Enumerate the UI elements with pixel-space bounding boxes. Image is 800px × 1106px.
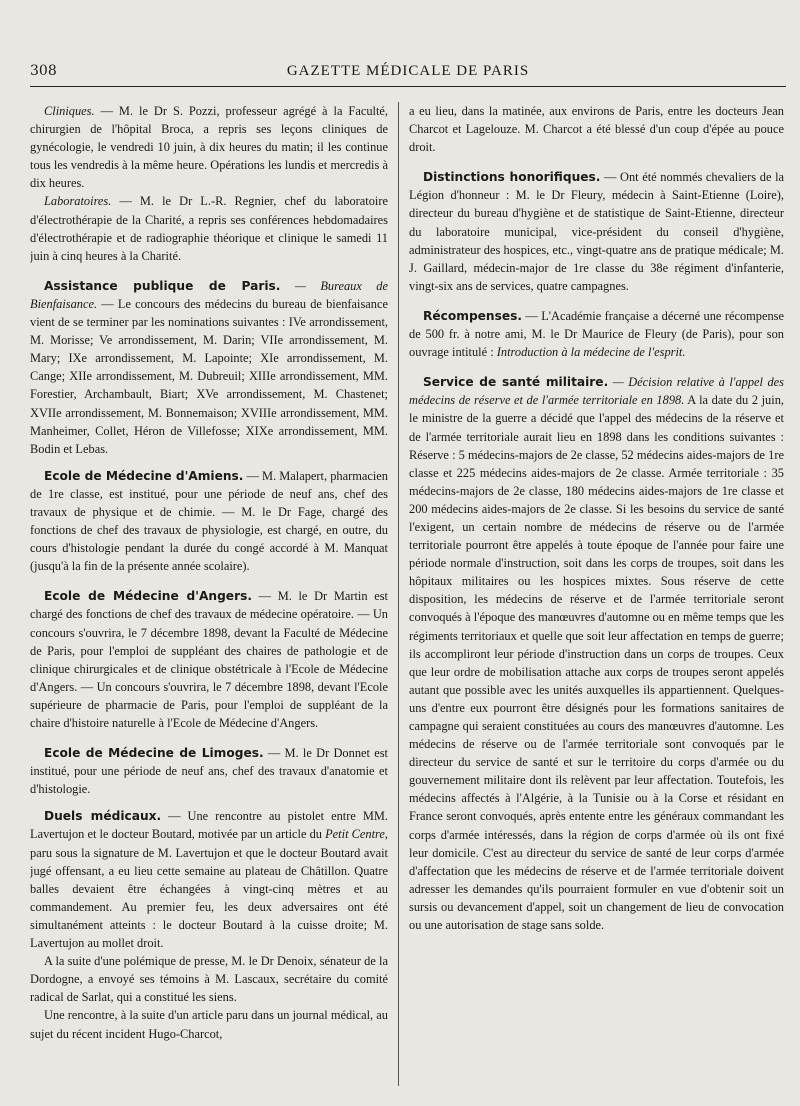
left-column [30, 102, 388, 1088]
subheading-bienfaisance: — Bureaux de Bienfaisance. [30, 278, 388, 311]
running-header [30, 56, 786, 87]
article-service-sante [409, 373, 784, 934]
article-duels [30, 807, 388, 952]
article-amiens [30, 467, 388, 576]
paragraph-hugo-charcot: Une rencontre, à la suite d'un article paru dans un journal médical, au sujet du récent incident Hugo-Charcot, [30, 1008, 388, 1041]
heading-recompenses: Récompenses. [423, 308, 523, 323]
article-angers [30, 587, 388, 732]
article-laboratoires [30, 192, 388, 264]
paragraph-denoix: A la suite d'une polémique de presse, M. le Dr Denoix, sénateur de la Dordogne, a envoyé ses témoins à M. Lascaux, secrétaire du comité radical de Sarlat, qui a constitué les siens. [30, 954, 388, 1005]
heading-laboratoires: Laboratoires. [44, 194, 112, 209]
publication-title: GAZETTE MÉDICALE DE PARIS [286, 62, 530, 79]
text-recompenses: — L'Académie française a décerné une récompense de 500 fr. à notre ami, M. le Dr Maurice de Fleury (de Paris), pour son ouvrage intitulé : [409, 308, 784, 360]
heading-angers: Ecole de Médecine d'Angers. [44, 589, 252, 604]
book-title: Introduction à la médecine de l'esprit. [496, 345, 686, 360]
text-amiens: — M. Malapert, pharmacien de 1re classe, est institué, pour une période de neuf ans, chef des travaux de physique et de chimie. — M. le Dr Fage, chargé des fonctions de chef des travaux de physiologie, est chargé, en outre, du cours d'histologie pendant la durée du congé accordé à M. Manquat (jusqu'à la fin de la présente année scolaire). [30, 468, 388, 574]
text-angers: — M. le Dr Martin est chargé des fonctions de chef des travaux de médecine opératoire. — Un concours s'ouvrira, le 7 décembre 1898, devant la Faculté de Médecine de Paris, pour l'emploi de suppléant des chaires de pathologie et de clinique chirurgicales et de clinique obstétricale à l'Ecole de Médecine d'Angers. — Un concours s'ouvrira, le 7 décembre 1898, devant l'Ecole supérieure de pharmacie de Paris, pour l'emploi de suppléant de la chaire d'histoire naturelle à l'Ecole de Médecine d'Angers. [30, 589, 388, 730]
text-cliniques: — M. le Dr S. Pozzi, professeur agrégé à la Faculté, chirurgien de l'hôpital Broca, a repris ses leçons cliniques de gynécologie, le vendredi 10 juin, à dix heures du matin; il les continue tous les vendredis à la même heure. Opérations les lundis et mercredis à dix heures. [30, 104, 388, 191]
subheading-decision: — Décision relative à l'appel des médecins de réserve et de l'armée territoriale en 1898. [409, 375, 784, 408]
text-service-sante: A la date du 2 juin, le ministre de la guerre a décidé que l'appel des médecins de la réserve et de l'armée territoriale aurait lieu en 1898 dans les conditions suivantes : Réserve : 5 médecins-majors de 2e classe, 52 médecins aides-majors de 1re classe et 225 médecins aides-majors de 2e classe. Armée territoriale : 35 médecins-majors de 2e classe, 180 médecins aides-majors de 1re classe et 200 médecins aides-majors de 2e classe. Si les besoins du service de santé l'exigent, un certain nombre de médecins de réserve ou de l'armée territoriale pourront être appelés à toute époque de l'année pour faire une période normale d'instruction, soit dans les corps de troupes, soit dans les hôpitaux militaires ou les hospices mixtes. Sous réserve de cette disposition, les médecins de réserve et de l'armée territoriale seront convoqués à l'époque des manœuvres d'automne ou en même temps que les régiments territoriaux et quelle que soit leur affectation en temps de guerre; ils accompliront leur période d'instruction dans un corps de troupes. Ceux que leur ordre de mobilisation attache aux corps de troupes seront appelés autant que possible avec les unités auxquelles ils appartiennent. Quelques-uns d'entre eux pourront être désignés pour les formations sanitaires de campagne qui seraient constituées au cours des manœuvres d'automne. Les médecins de réserve ou de l'armée territoriale sont convoqués par le directeur du service de santé et sur le territoire du corps d'armée ou du gouvernement militaire dont ils relèvent par leur affectation. Toutefois, les médecins affectés à l'Algérie, à la Tunisie ou à la Corse et résidant en France seront convoqués, après entente entre les généraux commandant les corps d'armée intéressés, dans la région de corps d'armée où ils ont fixé leur domicile. C'est au directeur du service de santé de leur corps d'armée d'affectation que les médecins de réserve et de l'armée territoriale doivent adresser les demandes qu'ils pourraient formuler en vue d'obtenir soit un sursis ou devancement d'appel, soit un changement de lieu de convocation ou une autorisation de stage sans solde. [409, 393, 784, 933]
text-duels-a: — Une rencontre au pistolet entre MM. Lavertujon et le docteur Boutard, motivée par un article du [30, 809, 388, 842]
heading-service-sante: Service de santé militaire. [423, 375, 609, 390]
text-duels-b: , paru sous la signature de M. Lavertujon et que le docteur Boutard avait jugé offensant, a eu lieu cette semaine au plateau de Châtillon. Quatre balles devaient être échangées à vingt-cinq mètres et au commandement. Au premier feu, les deux adversaires ont été simultanément atteints : le docteur Boutard à la cuisse droite; M. Lavertujon au mollet droit. [30, 827, 388, 951]
heading-limoges: Ecole de Médecine de Limoges. [44, 746, 264, 761]
article-assistance-publique [30, 277, 388, 458]
text-distinctions: — Ont été nommés chevaliers de la Légion d'honneur : M. le Dr Fleury, médecin à Saint-Etienne (Loire), directeur du bureau d'hygiène et de statistique de Saint-Etienne, directeur du laboratoire municipal, vice-président du conseil d'hygiène, administrateur des hospices, etc., vingt-quatre ans de pratique médicale; M. J. Gaillard, médecin-major de 1re classe du 38e régiment d'infanterie, vingt-six ans de services, quatre campagnes. [409, 170, 784, 293]
right-column [409, 102, 784, 1088]
column-divider [398, 102, 399, 1086]
heading-cliniques: Cliniques. [44, 104, 95, 118]
heading-duels: Duels médicaux. [44, 809, 162, 824]
heading-assistance-publique: Assistance publique de Paris. [44, 278, 281, 293]
article-recompenses [409, 307, 784, 361]
paragraph-charcot-continued: a eu lieu, dans la matinée, aux environs de Paris, entre les docteurs Jean Charcot et Lagelouze. M. Charcot a été blessé d'un coup d'épée au pouce droit. [409, 104, 784, 155]
article-distinctions [409, 168, 784, 295]
page-number: 308 [30, 63, 57, 79]
article-cliniques [30, 102, 388, 192]
heading-amiens: Ecole de Médecine d'Amiens. [44, 468, 244, 483]
text-assistance-publique: — Le concours des médecins du bureau de bienfaisance vient de se terminer par les nominations suivantes : IVe arrondissement, M. Morisse; Ve arrondissement, M. Darin; VIIe arrondissement, M. Mary; IXe arrondissement, M. Lapointe; XIe arrondissement, M. Cange; XIIe arrondissement, M. Dubreuil; XIIIe arrondissement, MM. Forestier, Archambault, Biart; XVe arrondissement, M. Chastenet; XVIIe arrondissement, M. Bonnemaison; XVIIIe arrondissement, MM. Manheimer, Collet, Héron de Villefosse; XIXe arrondissement, MM. Bodin et Lebas. [30, 296, 388, 456]
heading-distinctions: Distinctions honorifiques. [423, 170, 601, 185]
text-laboratoires: — M. le Dr L.-R. Regnier, chef du laboratoire d'électrothérapie de la Charité, a repris ses conférences hebdomadaires d'électrothérapie et de radiographie théorique et clinique le samedi 11 juin à cinq heures à la Charité. [30, 194, 388, 263]
newspaper-name: Petit Centre [325, 827, 385, 842]
text-limoges: — M. le Dr Donnet est institué, pour une période de neuf ans, chef des travaux d'anatomie et d'histologie. [30, 746, 388, 797]
article-limoges [30, 744, 388, 798]
